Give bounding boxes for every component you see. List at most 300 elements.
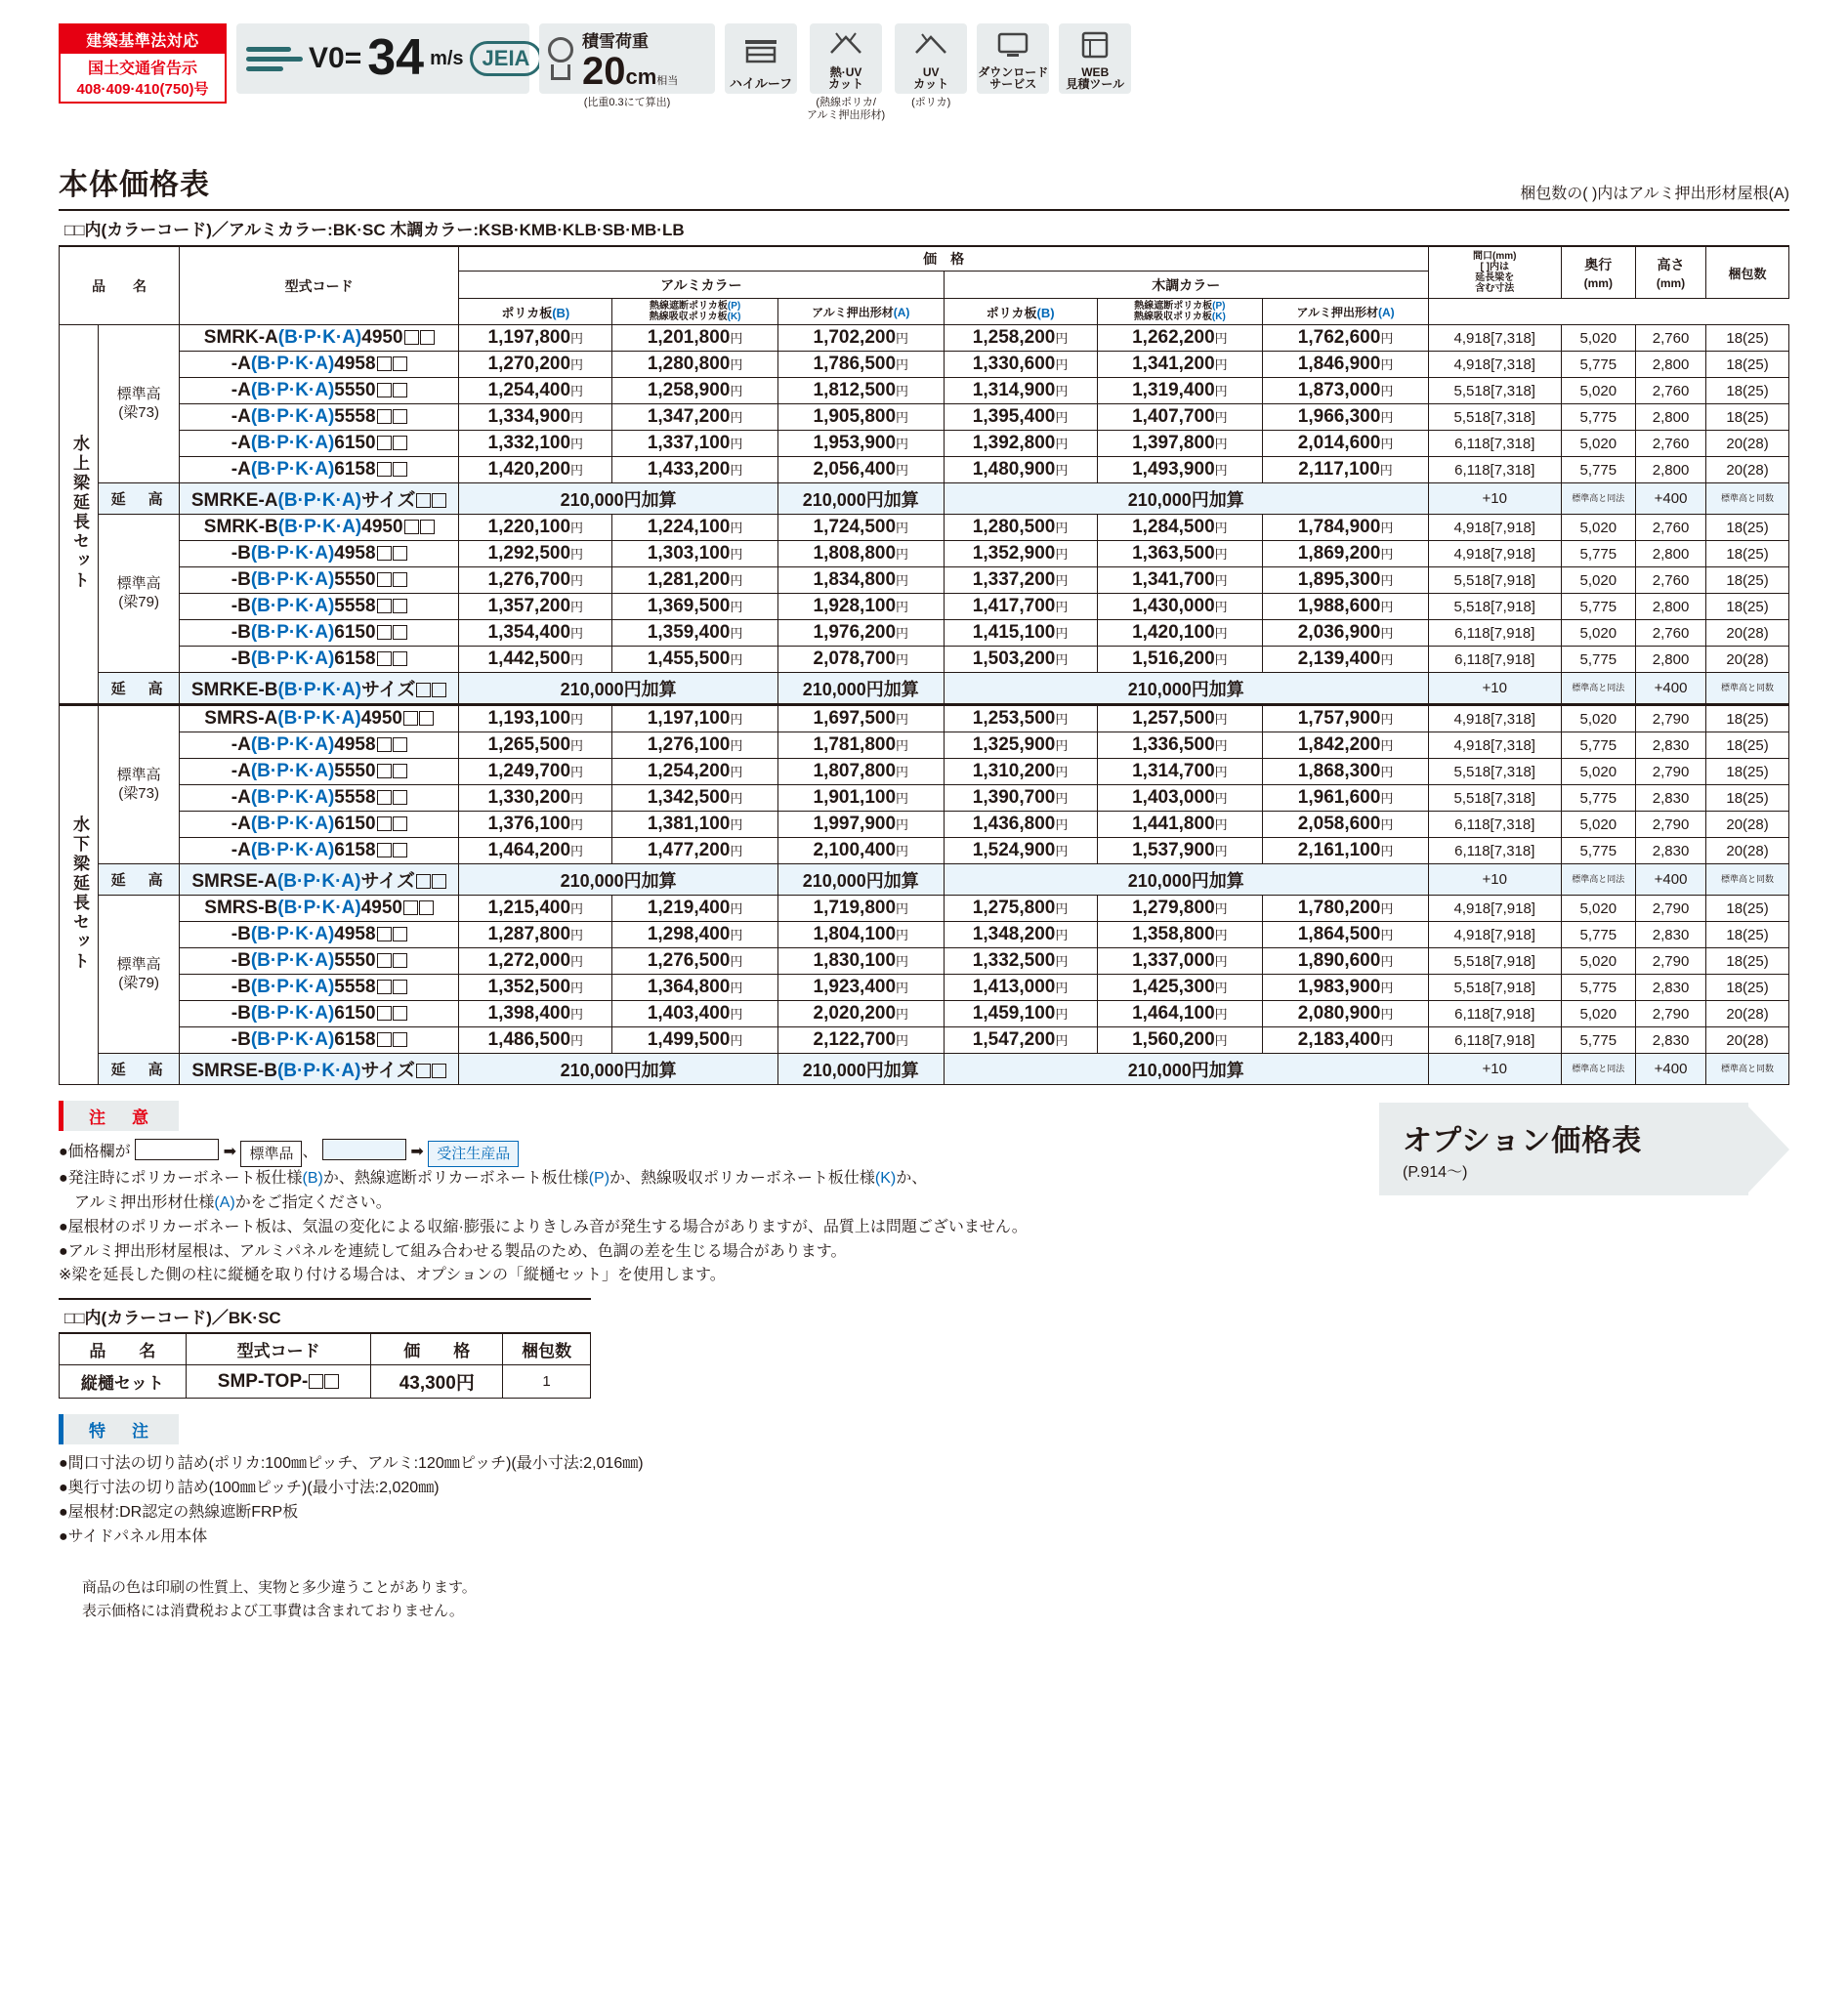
price-cell: 1,314,900円 <box>944 378 1097 404</box>
price-cell: 1,357,200円 <box>459 594 612 620</box>
price-cell: 1,253,500円 <box>944 705 1097 732</box>
packs-cell: 標準高と同数 <box>1706 483 1789 515</box>
price-cell: 2,014,600円 <box>1263 431 1429 457</box>
height-cell: 2,790 <box>1635 759 1705 785</box>
packs-cell: 18(25) <box>1706 567 1789 594</box>
model-code-cell: -B(B·P·K·A)5550 <box>180 948 459 975</box>
price-cell: 1,503,200円 <box>944 647 1097 673</box>
price-cell: 1,499,500円 <box>612 1027 778 1054</box>
title-row <box>59 160 1789 203</box>
table-row-extension <box>60 1054 1789 1085</box>
price-cell: 1,276,100円 <box>612 732 778 759</box>
extension-add-alumi-a: 210,000円加算 <box>777 673 944 705</box>
table-row <box>60 647 1789 673</box>
depth-cell: 5,775 <box>1561 404 1635 431</box>
price-cell: 1,455,500円 <box>612 647 778 673</box>
price-cell: 1,846,900円 <box>1263 352 1429 378</box>
price-cell: 1,281,200円 <box>612 567 778 594</box>
packs-cell: 20(28) <box>1706 457 1789 483</box>
table-row <box>60 404 1789 431</box>
model-code-cell: -A(B·P·K·A)5550 <box>180 378 459 404</box>
building-standard-badge <box>59 23 227 104</box>
price-cell: 1,254,400円 <box>459 378 612 404</box>
table-row <box>60 896 1789 922</box>
price-cell: 1,364,800円 <box>612 975 778 1001</box>
height-cell: 2,830 <box>1635 785 1705 812</box>
width-cell: 4,918[7,318] <box>1428 705 1561 732</box>
width-cell: 6,118[7,918] <box>1428 620 1561 647</box>
table-row <box>60 948 1789 975</box>
price-cell: 1,381,100円 <box>612 812 778 838</box>
width-cell: 5,518[7,318] <box>1428 785 1561 812</box>
price-cell: 1,369,500円 <box>612 594 778 620</box>
price-cell: 1,834,800円 <box>777 567 944 594</box>
price-cell: 1,890,600円 <box>1263 948 1429 975</box>
model-code-cell: -A(B·P·K·A)4958 <box>180 732 459 759</box>
depth-cell: 5,020 <box>1561 948 1635 975</box>
depth-cell: 5,020 <box>1561 759 1635 785</box>
uv-cut-label: UV <box>922 64 940 79</box>
price-cell: 1,249,700円 <box>459 759 612 785</box>
price-cell: 1,702,200円 <box>777 325 944 352</box>
packs-cell: 18(25) <box>1706 325 1789 352</box>
feature-uv-cut <box>895 23 967 109</box>
width-cell: 5,518[7,918] <box>1428 594 1561 620</box>
price-cell: 1,697,500円 <box>777 705 944 732</box>
price-cell: 1,359,400円 <box>612 620 778 647</box>
packs-cell: 18(25) <box>1706 922 1789 948</box>
depth-cell: 5,020 <box>1561 812 1635 838</box>
price-cell: 1,275,800円 <box>944 896 1097 922</box>
height-cell: 2,790 <box>1635 1001 1705 1027</box>
packs-cell: 18(25) <box>1706 975 1789 1001</box>
model-code-cell: -A(B·P·K·A)6150 <box>180 431 459 457</box>
extension-add-alumi: 210,000円加算 <box>459 1054 778 1085</box>
th-poly-b-alumi: ポリカ板(B) <box>459 299 612 325</box>
price-cell: 1,807,800円 <box>777 759 944 785</box>
small-th-packs: 梱包数 <box>503 1334 591 1365</box>
price-cell: 1,961,600円 <box>1263 785 1429 812</box>
wind-v0-label: V0= <box>309 42 362 74</box>
small-td-price: 43,300円 <box>371 1365 503 1399</box>
price-cell: 1,441,800円 <box>1097 812 1263 838</box>
price-cell: 1,193,100円 <box>459 705 612 732</box>
depth-cell: 5,775 <box>1561 457 1635 483</box>
th-alumi-a-wood: アルミ押出形材(A) <box>1263 299 1429 325</box>
table-row <box>60 457 1789 483</box>
th-product-name: 品 名 <box>60 247 180 325</box>
packs-cell: 18(25) <box>1706 594 1789 620</box>
packs-cell: 標準高と同数 <box>1706 673 1789 705</box>
feature-high-roof <box>725 23 797 94</box>
table-row <box>60 812 1789 838</box>
uv-cut-note: (ポリカ) <box>911 97 951 108</box>
price-cell: 1,464,100円 <box>1097 1001 1263 1027</box>
packing-note: 梱包数の( )内はアルミ押出形材屋根(A) <box>1520 186 1789 202</box>
table-row <box>60 567 1789 594</box>
footnote-1: 表示価格には消費税および工事費は含まれておりません。 <box>82 1603 464 1620</box>
feature-download-service[interactable] <box>977 23 1049 94</box>
price-cell: 1,280,800円 <box>612 352 778 378</box>
price-cell: 1,804,100円 <box>777 922 944 948</box>
small-th-name: 品 名 <box>60 1334 187 1365</box>
download-service-label: ダウンロード <box>978 64 1049 79</box>
price-cell: 1,287,800円 <box>459 922 612 948</box>
model-code-cell: SMRK-B(B·P·K·A)4950 <box>180 515 459 541</box>
table-row <box>60 705 1789 732</box>
feature-web-estimate[interactable] <box>1059 23 1131 94</box>
packs-cell: 18(25) <box>1706 515 1789 541</box>
special-line-0: ●間口寸法の切り詰め(ポリカ:100㎜ピッチ、アルミ:120㎜ピッチ)(最小寸法:2,016㎜) <box>59 1455 644 1473</box>
price-cell: 1,430,000円 <box>1097 594 1263 620</box>
extension-add-alumi: 210,000円加算 <box>459 673 778 705</box>
table-row <box>60 325 1789 352</box>
model-code-cell: -A(B·P·K·A)5558 <box>180 785 459 812</box>
height-cell: 2,800 <box>1635 457 1705 483</box>
price-cell: 1,219,400円 <box>612 896 778 922</box>
price-cell: 1,966,300円 <box>1263 404 1429 431</box>
price-cell: 1,420,100円 <box>1097 620 1263 647</box>
depth-cell: 5,020 <box>1561 378 1635 404</box>
color-code-line: □□内(カラーコード)／アルミカラー:BK·SC 木調カラー:KSB·KMB·KLB·SB·MB·LB <box>59 209 1789 246</box>
depth-cell: 5,775 <box>1561 541 1635 567</box>
height-group-label: 標準高 (梁79) <box>99 515 180 673</box>
table-row <box>60 1027 1789 1054</box>
packs-cell: 18(25) <box>1706 785 1789 812</box>
packs-cell: 18(25) <box>1706 705 1789 732</box>
model-code-cell: -A(B·P·K·A)6158 <box>180 838 459 864</box>
width-cell: 4,918[7,318] <box>1428 352 1561 378</box>
price-cell: 1,953,900円 <box>777 431 944 457</box>
snow-spec <box>539 23 715 109</box>
model-code-cell: -B(B·P·K·A)6158 <box>180 647 459 673</box>
height-group-label: 標準高 (梁73) <box>99 325 180 483</box>
extension-add-alumi-a: 210,000円加算 <box>777 483 944 515</box>
model-code-cell: SMRS-A(B·P·K·A)4950 <box>180 705 459 732</box>
depth-cell: 5,775 <box>1561 975 1635 1001</box>
price-cell: 1,895,300円 <box>1263 567 1429 594</box>
extension-label: 延 高 <box>99 864 180 896</box>
width-cell: 6,118[7,318] <box>1428 457 1561 483</box>
price-cell: 1,303,100円 <box>612 541 778 567</box>
price-cell: 1,270,200円 <box>459 352 612 378</box>
height-group-label: 標準高 (梁79) <box>99 896 180 1054</box>
price-cell: 1,319,400円 <box>1097 378 1263 404</box>
width-cell: 5,518[7,318] <box>1428 404 1561 431</box>
feature-heat-uv-cut <box>807 23 885 122</box>
price-table-body <box>60 325 1789 1085</box>
th-width: 間口(mm) [ ]内は 延長梁を 含む寸法 <box>1428 247 1561 299</box>
depth-cell: 5,775 <box>1561 732 1635 759</box>
model-code-cell: -A(B·P·K·A)4958 <box>180 352 459 378</box>
extension-add-alumi-a: 210,000円加算 <box>777 864 944 896</box>
height-cell: 2,760 <box>1635 431 1705 457</box>
price-cell: 1,397,800円 <box>1097 431 1263 457</box>
width-cell: 4,918[7,318] <box>1428 732 1561 759</box>
price-cell: 1,363,500円 <box>1097 541 1263 567</box>
model-code-cell: -B(B·P·K·A)6150 <box>180 1001 459 1027</box>
packs-cell: 18(25) <box>1706 541 1789 567</box>
price-cell: 1,459,100円 <box>944 1001 1097 1027</box>
extension-add-wood: 210,000円加算 <box>944 864 1428 896</box>
table-row <box>60 732 1789 759</box>
price-cell: 1,332,500円 <box>944 948 1097 975</box>
table-row <box>60 431 1789 457</box>
heat-uv-cut-note: (熱線ポリカ/ アルミ押出形材) <box>807 97 886 122</box>
price-cell: 2,161,100円 <box>1263 838 1429 864</box>
price-cell: 1,923,400円 <box>777 975 944 1001</box>
web-estimate-label: WEB <box>1081 64 1110 79</box>
width-cell: 6,118[7,318] <box>1428 838 1561 864</box>
price-cell: 1,201,800円 <box>612 325 778 352</box>
price-cell: 1,279,800円 <box>1097 896 1263 922</box>
wind-value: 34 <box>367 29 425 87</box>
width-cell: 5,518[7,918] <box>1428 567 1561 594</box>
width-cell: +10 <box>1428 1054 1561 1085</box>
price-cell: 2,122,700円 <box>777 1027 944 1054</box>
table-row <box>60 1001 1789 1027</box>
caution-line-5: ●アルミ押出形材屋根は、アルミパネルを連続して組み合わせる製品のため、色調の差を生じる場合があります。 <box>59 1242 847 1260</box>
height-cell: 2,830 <box>1635 922 1705 948</box>
price-cell: 1,254,200円 <box>612 759 778 785</box>
packs-cell: 18(25) <box>1706 948 1789 975</box>
web-estimate-icon <box>1079 23 1111 66</box>
height-cell: 2,790 <box>1635 948 1705 975</box>
table-row-extension <box>60 864 1789 896</box>
height-cell: 2,830 <box>1635 1027 1705 1054</box>
model-code-cell: -A(B·P·K·A)5558 <box>180 404 459 431</box>
small-td-code: SMP-TOP- <box>186 1365 371 1399</box>
th-price-group: 価 格 <box>459 247 1429 272</box>
price-cell: 1,358,800円 <box>1097 922 1263 948</box>
table-row-extension <box>60 673 1789 705</box>
width-cell: 6,118[7,918] <box>1428 1027 1561 1054</box>
caution-line-6: ※梁を延長した側の柱に縦樋を取り付ける場合は、オプションの「縦樋セット」を使用します。 <box>59 1267 726 1284</box>
option-price-list-button[interactable] <box>1379 1103 1789 1195</box>
height-cell: +400 <box>1635 1054 1705 1085</box>
price-cell: 1,547,200円 <box>944 1027 1097 1054</box>
packs-cell: 20(28) <box>1706 431 1789 457</box>
th-model-code: 型式コード <box>180 247 459 325</box>
price-cell: 1,348,200円 <box>944 922 1097 948</box>
height-cell: 2,760 <box>1635 515 1705 541</box>
high-roof-label: ハイルーフ <box>729 76 793 92</box>
height-group-label: 標準高 (梁73) <box>99 705 180 864</box>
depth-cell: 標準高と同法 <box>1561 864 1635 896</box>
special-order-notes <box>59 1452 1789 1549</box>
snow-value: 20 <box>582 49 626 93</box>
snow-unit: cm <box>625 63 657 89</box>
price-cell: 1,395,400円 <box>944 404 1097 431</box>
width-cell: +10 <box>1428 673 1561 705</box>
download-service-label2: サービス <box>989 77 1037 92</box>
model-code-cell: -B(B·P·K·A)4958 <box>180 541 459 567</box>
price-cell: 1,276,500円 <box>612 948 778 975</box>
price-cell: 1,560,200円 <box>1097 1027 1263 1054</box>
model-code-cell: SMRK-A(B·P·K·A)4950 <box>180 325 459 352</box>
model-code-cell: -A(B·P·K·A)6158 <box>180 457 459 483</box>
price-cell: 1,284,500円 <box>1097 515 1263 541</box>
width-cell: 5,518[7,318] <box>1428 759 1561 785</box>
special-order-tag: 特 注 <box>59 1414 179 1444</box>
packs-cell: 20(28) <box>1706 620 1789 647</box>
th-alumi-color: アルミカラー <box>459 272 944 299</box>
footnote-0: 商品の色は印刷の性質上、実物と多少違うことがあります。 <box>82 1579 477 1597</box>
packs-cell: 20(28) <box>1706 647 1789 673</box>
caution-tag: 注 意 <box>59 1101 179 1131</box>
price-cell: 1,272,000円 <box>459 948 612 975</box>
extension-add-alumi-a: 210,000円加算 <box>777 1054 944 1085</box>
price-cell: 1,257,500円 <box>1097 705 1263 732</box>
wind-icon <box>246 47 303 71</box>
depth-cell: 5,775 <box>1561 647 1635 673</box>
width-cell: 6,118[7,918] <box>1428 1001 1561 1027</box>
depth-cell: 5,775 <box>1561 1027 1635 1054</box>
th-wood-color: 木調カラー <box>944 272 1428 299</box>
extension-label: 延 高 <box>99 483 180 515</box>
price-cell: 2,036,900円 <box>1263 620 1429 647</box>
table-row <box>60 838 1789 864</box>
special-line-1: ●奥行寸法の切り詰め(100㎜ピッチ)(最小寸法:2,020㎜) <box>59 1480 440 1497</box>
extension-add-alumi: 210,000円加算 <box>459 483 778 515</box>
price-cell: 1,354,400円 <box>459 620 612 647</box>
price-cell: 1,719,800円 <box>777 896 944 922</box>
price-cell: 1,407,700円 <box>1097 404 1263 431</box>
downspout-table <box>59 1333 591 1399</box>
height-cell: 2,800 <box>1635 404 1705 431</box>
table-row <box>60 785 1789 812</box>
price-cell: 1,976,200円 <box>777 620 944 647</box>
packs-cell: 18(25) <box>1706 732 1789 759</box>
price-cell: 2,117,100円 <box>1263 457 1429 483</box>
price-cell: 1,258,900円 <box>612 378 778 404</box>
price-cell: 1,330,600円 <box>944 352 1097 378</box>
heat-uv-cut-label2: カット <box>828 77 864 92</box>
price-cell: 1,280,500円 <box>944 515 1097 541</box>
legend-box-white <box>135 1139 219 1160</box>
depth-cell: 5,775 <box>1561 352 1635 378</box>
price-cell: 1,757,900円 <box>1263 705 1429 732</box>
price-cell: 1,347,200円 <box>612 404 778 431</box>
section-label: 水上梁延長セット <box>60 325 99 705</box>
building-standard-line1: 国土交通省告示 <box>87 61 197 77</box>
price-cell: 1,258,200円 <box>944 325 1097 352</box>
height-cell: 2,830 <box>1635 975 1705 1001</box>
depth-cell: 5,020 <box>1561 515 1635 541</box>
price-cell: 1,352,900円 <box>944 541 1097 567</box>
price-cell: 1,276,700円 <box>459 567 612 594</box>
option-price-list-sub: (P.914～) <box>1403 1164 1468 1181</box>
depth-cell: 5,020 <box>1561 325 1635 352</box>
caution-notes <box>59 1139 1379 1288</box>
th-alumi-a-alumi: アルミ押出形材(A) <box>777 299 944 325</box>
extension-label: 延 高 <box>99 1054 180 1085</box>
legend-standard: 標準品 <box>240 1141 302 1167</box>
price-cell: 1,332,100円 <box>459 431 612 457</box>
small-table-header: □□内(カラーコード)／BK·SC <box>59 1298 591 1333</box>
model-code-cell: -B(B·P·K·A)5550 <box>180 567 459 594</box>
price-cell: 1,417,700円 <box>944 594 1097 620</box>
price-cell: 1,334,900円 <box>459 404 612 431</box>
option-price-list-title: オプション価格表 <box>1403 1125 1643 1157</box>
model-code-cell: -A(B·P·K·A)5550 <box>180 759 459 785</box>
price-cell: 1,415,100円 <box>944 620 1097 647</box>
width-cell: 6,118[7,318] <box>1428 431 1561 457</box>
width-cell: 6,118[7,918] <box>1428 647 1561 673</box>
height-cell: 2,760 <box>1635 378 1705 404</box>
extension-label: 延 高 <box>99 673 180 705</box>
th-poly-pk-alumi: 熱線遮断ポリカ板(P) 熱線吸収ポリカ板(K) <box>612 299 778 325</box>
height-cell: 2,830 <box>1635 838 1705 864</box>
small-td-packs: 1 <box>503 1365 591 1399</box>
price-cell: 1,928,100円 <box>777 594 944 620</box>
model-code-cell: -B(B·P·K·A)4958 <box>180 922 459 948</box>
table-row <box>60 620 1789 647</box>
snow-note: (比重0.3にて算出) <box>583 97 671 108</box>
packs-cell: 標準高と同数 <box>1706 1054 1789 1085</box>
price-cell: 1,436,800円 <box>944 812 1097 838</box>
small-th-code: 型式コード <box>186 1334 371 1365</box>
height-cell: 2,800 <box>1635 352 1705 378</box>
depth-cell: 標準高と同法 <box>1561 1054 1635 1085</box>
height-cell: 2,790 <box>1635 705 1705 732</box>
height-cell: +400 <box>1635 864 1705 896</box>
price-cell: 1,337,000円 <box>1097 948 1263 975</box>
table-row <box>60 541 1789 567</box>
heat-uv-cut-label: 熱·UV <box>829 64 862 79</box>
height-cell: 2,790 <box>1635 812 1705 838</box>
table-row <box>60 975 1789 1001</box>
model-code-cell: -B(B·P·K·A)5558 <box>180 975 459 1001</box>
price-cell: 1,420,200円 <box>459 457 612 483</box>
price-cell: 1,808,800円 <box>777 541 944 567</box>
th-height: 高さ (mm) <box>1635 247 1705 299</box>
caution-line-2: ●発注時にポリカーボネート板仕様(B)か、熱線遮断ポリカーボネート板仕様(P)か、熱線吸収ポリカーボネート板仕様(K)か、 <box>59 1170 928 1188</box>
price-cell: 1,298,400円 <box>612 922 778 948</box>
download-service-icon <box>995 23 1030 66</box>
jeia-badge: JEIA <box>470 41 543 76</box>
extension-add-alumi: 210,000円加算 <box>459 864 778 896</box>
model-code-cell: -B(B·P·K·A)5558 <box>180 594 459 620</box>
table-row <box>60 922 1789 948</box>
caution-line-3: アルミ押出形材仕様(A)かをご指定ください。 <box>59 1194 392 1212</box>
price-cell: 1,403,400円 <box>612 1001 778 1027</box>
depth-cell: 5,775 <box>1561 838 1635 864</box>
price-cell: 1,983,900円 <box>1263 975 1429 1001</box>
extension-add-wood: 210,000円加算 <box>944 1054 1428 1085</box>
price-cell: 1,352,500円 <box>459 975 612 1001</box>
web-estimate-label2: 見積ツール <box>1066 77 1125 92</box>
model-code-cell: -B(B·P·K·A)6150 <box>180 620 459 647</box>
price-table <box>59 246 1789 1085</box>
packs-cell: 20(28) <box>1706 1001 1789 1027</box>
table-row <box>60 594 1789 620</box>
heat-uv-cut-icon <box>828 23 863 66</box>
price-cell: 1,464,200円 <box>459 838 612 864</box>
height-cell: +400 <box>1635 483 1705 515</box>
height-cell: 2,760 <box>1635 325 1705 352</box>
price-cell: 1,901,100円 <box>777 785 944 812</box>
packs-cell: 18(25) <box>1706 352 1789 378</box>
price-cell: 1,842,200円 <box>1263 732 1429 759</box>
price-cell: 2,100,400円 <box>777 838 944 864</box>
price-cell: 1,786,500円 <box>777 352 944 378</box>
price-cell: 1,873,000円 <box>1263 378 1429 404</box>
height-cell: 2,800 <box>1635 647 1705 673</box>
price-cell: 2,056,400円 <box>777 457 944 483</box>
price-cell: 2,183,400円 <box>1263 1027 1429 1054</box>
table-row <box>60 515 1789 541</box>
